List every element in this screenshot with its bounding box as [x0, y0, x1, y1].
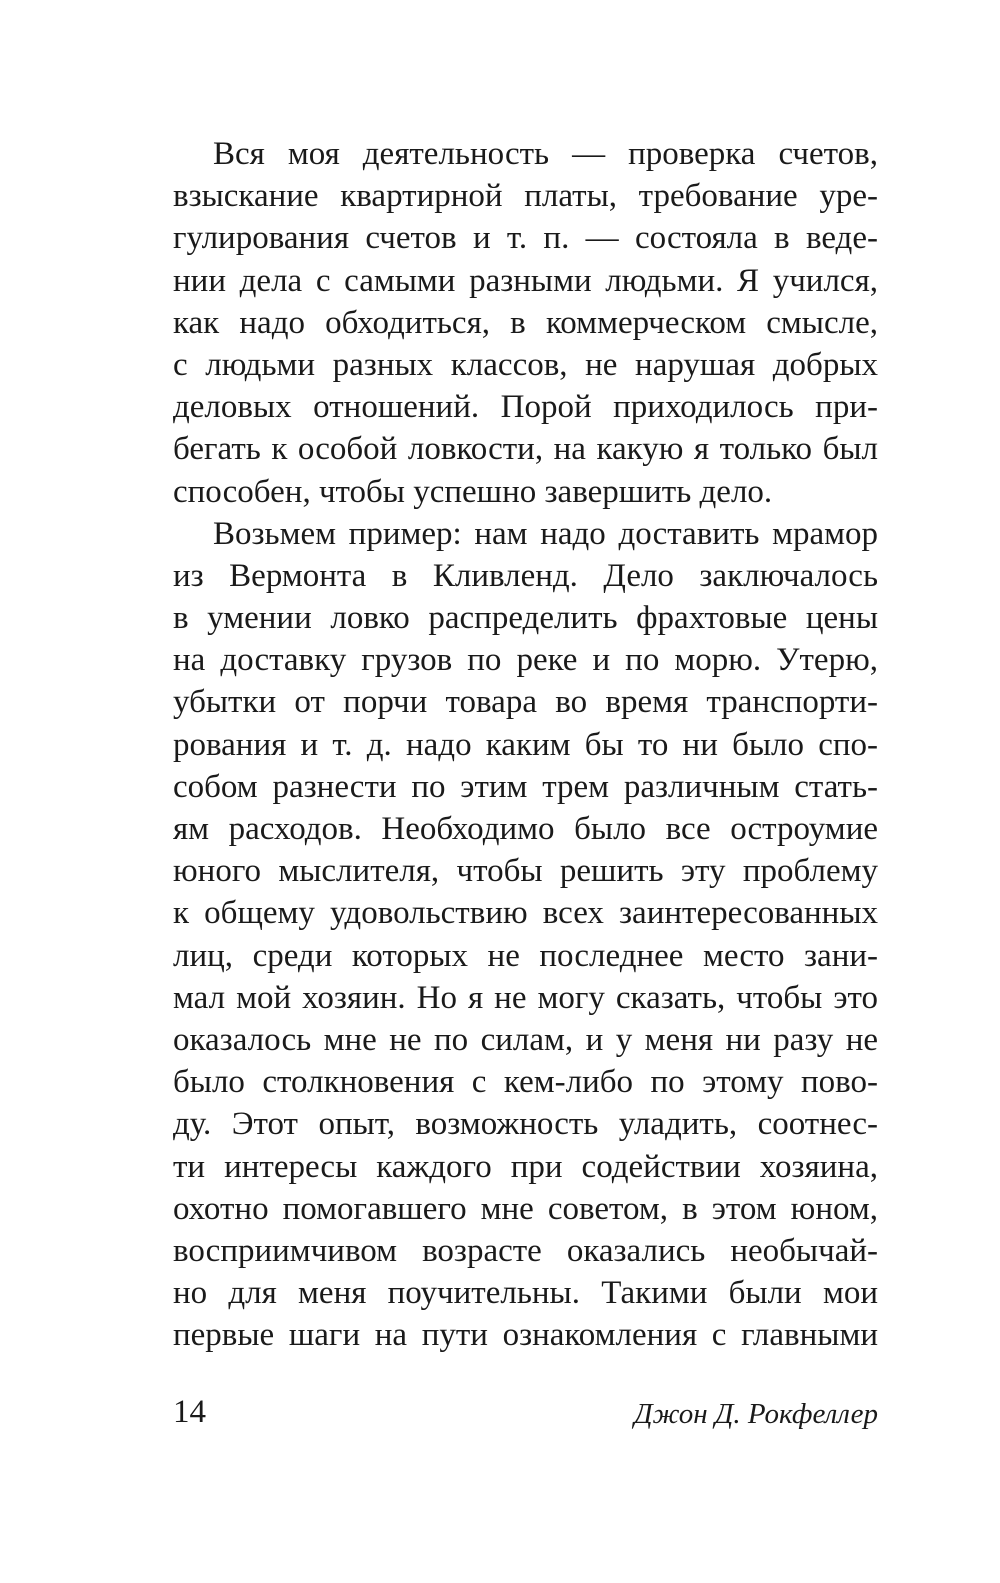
- paragraph-1-line-2: взыскание квартирной платы, требование уре-: [173, 178, 878, 215]
- paragraph-1-line-8: бегать к особой ловкости, на какую я только был: [173, 431, 878, 468]
- paragraph-1-line-6: с людьми разных классов, не нарушая добрых: [173, 346, 878, 383]
- paragraph-2-line-18: восприимчивом возрасте оказались необычай-: [173, 1232, 878, 1269]
- paragraph-2-line-19: но для меня поучительны. Такими были мои: [173, 1275, 878, 1312]
- paragraph-2-line-7: собом разнести по этим трем различным стать-: [173, 768, 878, 805]
- paragraph-2-line-15: ду. Этот опыт, возможность уладить, соотнес-: [173, 1106, 878, 1143]
- paragraph-2-line-20: первые шаги на пути ознакомления с главными: [173, 1317, 878, 1354]
- paragraph-2-line-5: убытки от порчи товара во время транспорти-: [173, 684, 878, 721]
- running-head: Джон Д. Рокфеллер: [634, 1398, 878, 1430]
- paragraph-2-line-16: ти интересы каждого при содействии хозяина,: [173, 1148, 878, 1185]
- paragraph-2-line-17: охотно помогавшего мне советом, в этом юном,: [173, 1190, 878, 1227]
- paragraph-2-line-9: юного мыслителя, чтобы решить эту проблему: [173, 853, 878, 890]
- paragraph-1-line-1: Вся моя деятельность — проверка счетов,: [213, 136, 878, 172]
- paragraph-2-line-10: к общему удовольствию всех заинтересованных: [173, 895, 878, 932]
- paragraph-1-line-7: деловых отношений. Порой приходилось при-: [173, 389, 878, 426]
- paragraph-1-line-5: как надо обходиться, в коммерческом смысле,: [173, 304, 878, 341]
- paragraph-2-line-4: на доставку грузов по реке и по морю. Утерю,: [173, 642, 878, 679]
- paragraph-2-line-2: из Вермонта в Кливленд. Дело заключалось: [173, 557, 878, 594]
- paragraph-2-line-14: было столкновения с кем-либо по этому пово-: [173, 1064, 878, 1101]
- paragraph-2-line-13: оказалось мне не по силам, и у меня ни разу не: [173, 1021, 878, 1058]
- paragraph-1-line-4: нии дела с самыми разными людьми. Я учился,: [173, 262, 878, 299]
- page-number: 14: [173, 1394, 206, 1430]
- paragraph-2-line-8: ям расходов. Необходимо было все остроумие: [173, 811, 878, 847]
- paragraph-1-line-9: способен, чтобы успешно завершить дело.: [173, 473, 773, 510]
- paragraph-2-line-1: Возьмем пример: нам надо доставить мрамор: [213, 515, 878, 552]
- paragraph-1-line-3: гулирования счетов и т. п. — состояла в веде-: [173, 220, 878, 257]
- body-text: [173, 133, 878, 1356]
- paragraph-2-line-11: лиц, среди которых не последнее место зани-: [173, 937, 878, 974]
- paragraph-2-line-12: мал мой хозяин. Но я не могу сказать, чтобы это: [173, 979, 878, 1016]
- paragraph-2-line-3: в умении ловко распределить фрахтовые цены: [173, 600, 878, 637]
- paragraph-2-line-6: рования и т. д. надо каким бы то ни было спо-: [173, 726, 878, 763]
